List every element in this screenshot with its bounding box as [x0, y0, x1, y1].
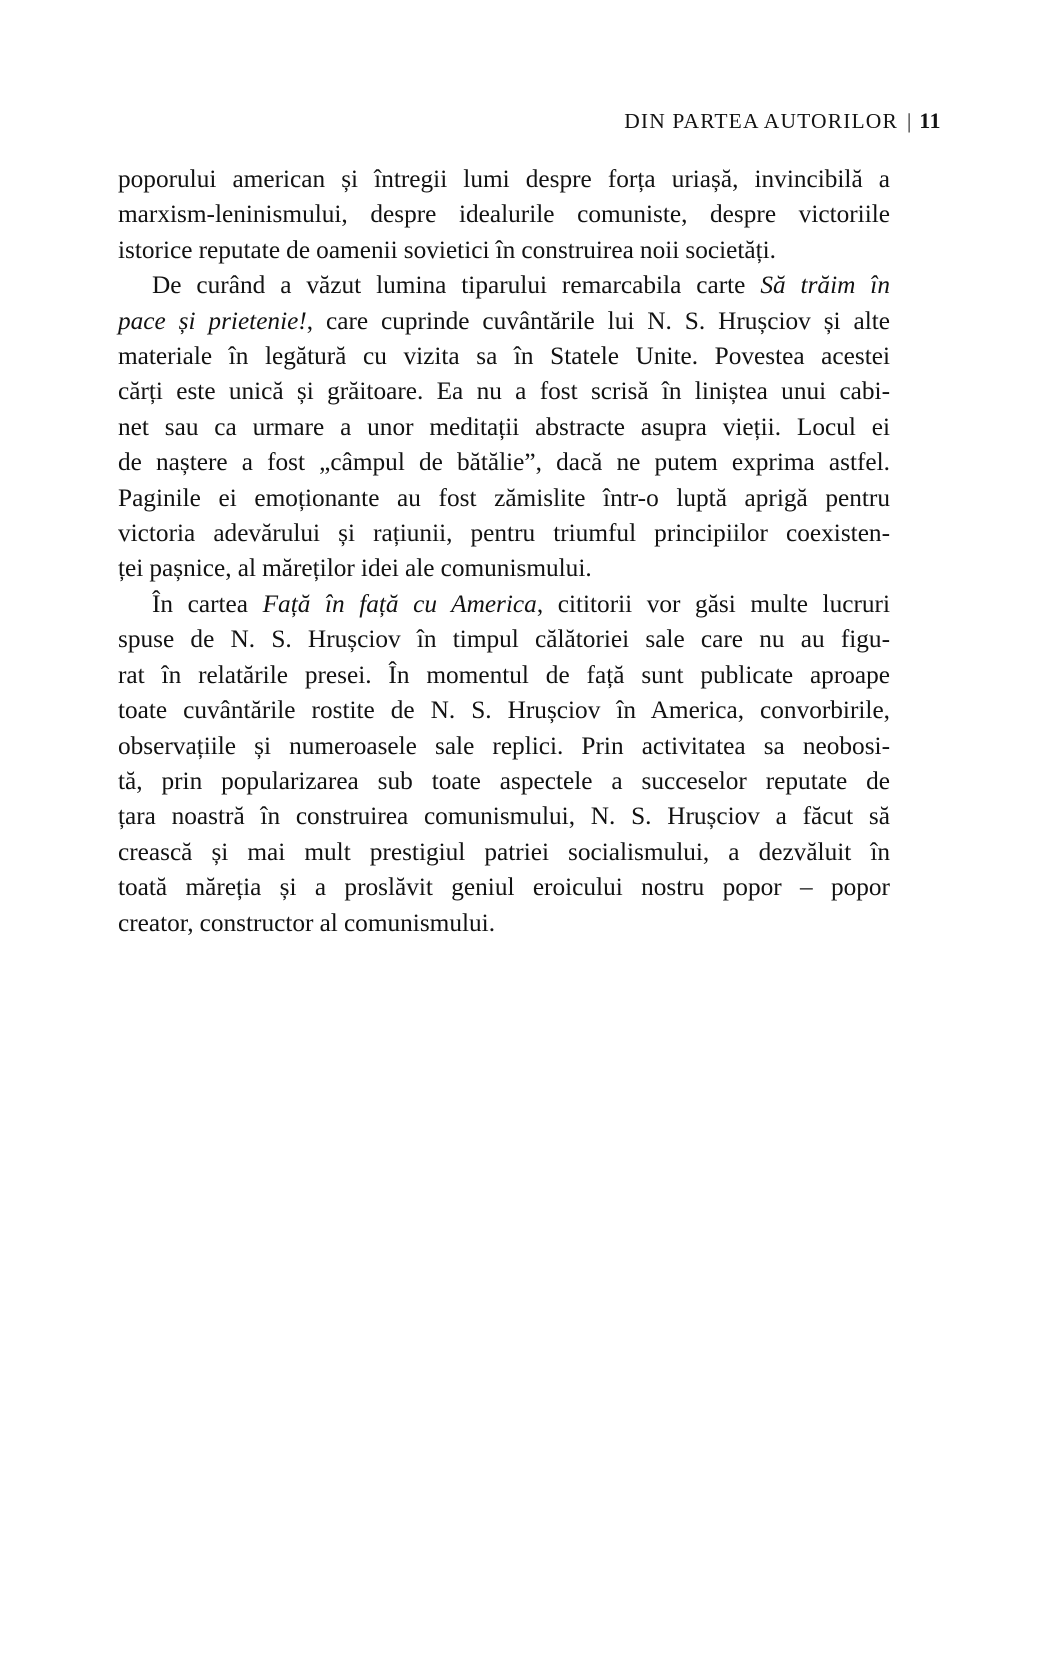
running-header-title: DIN PARTEA AUTORILOR [624, 109, 898, 133]
text-line: spuse de N. S. Hrușciov în timpul călătoriei sale care nu au figu- [118, 625, 890, 654]
text-line: toată măreția și a proslăvit geniul eroicului nostru popor – popor [118, 873, 890, 902]
text-line: materiale în legătură cu vizita sa în Statele Unite. Povestea acestei [118, 342, 890, 371]
running-header [118, 108, 941, 134]
text-line: toate cuvântările rostite de N. S. Hrușciov în America, convorbirile, [118, 696, 890, 725]
text-line: de naștere a fost „câmpul de bătălie”, dacă ne putem exprima astfel. [118, 448, 890, 477]
text-line [118, 587, 890, 622]
text-run: De curând a văzut lumina tiparului remarcabila carte [152, 271, 761, 300]
text-run: , cititorii vor găsi multe lucruri [536, 589, 890, 618]
text-line: marxism-leninismului, despre idealurile comuniste, despre victoriile [118, 200, 890, 229]
text-run: , care cuprinde cuvântările lui N. S. Hrușciov și alte [306, 306, 890, 335]
text-line: observațiile și numeroasele sale replici. Prin activitatea sa neobosi- [118, 731, 890, 760]
text-line: istorice reputate de oamenii sovietici în construirea noii societăți. [118, 235, 777, 264]
text-line: crească și mai mult prestigiul patriei socialismului, a dezvăluit în [118, 837, 890, 866]
text-line: tă, prin popularizarea sub toate aspectele a succeselor reputate de [118, 766, 890, 795]
page-folio-number: 11 [919, 108, 941, 133]
text-line: net sau ca urmare a unor meditații abstracte asupra vieții. Locul ei [118, 412, 890, 441]
text-line [118, 304, 890, 339]
body-text-block [118, 162, 890, 941]
text-line: rat în relatările presei. În momentul de față sunt publicate aproape [118, 660, 890, 689]
paragraph-3 [118, 587, 890, 941]
text-line: poporului american și întregii lumi despre forța uriașă, invincibilă a [118, 165, 890, 193]
paragraph-1 [118, 162, 890, 268]
text-line: victoria adevărului și rațiunii, pentru triumful principiilor coexisten- [118, 519, 890, 548]
text-line: ței pașnice, al măreților idei ale comunismului. [118, 554, 592, 583]
running-header-separator: | [906, 109, 912, 133]
text-line: cărți este unică și grăitoare. Ea nu a fost scrisă în liniștea unui cabi- [118, 377, 890, 406]
text-line [118, 268, 890, 303]
text-line: țara noastră în construirea comunismului, N. S. Hrușciov a făcut să [118, 802, 890, 831]
book-title-italic: Față în față cu America [262, 589, 537, 618]
paragraph-2 [118, 268, 890, 587]
text-run: În cartea [152, 589, 263, 618]
text-line: Paginile ei emoționante au fost zămislite într-o luptă aprigă pentru [118, 483, 890, 512]
book-title-italic: Să trăim în [760, 271, 890, 300]
book-title-italic: pace și prietenie! [118, 306, 307, 335]
text-line: creator, constructor al comunismului. [118, 908, 496, 937]
